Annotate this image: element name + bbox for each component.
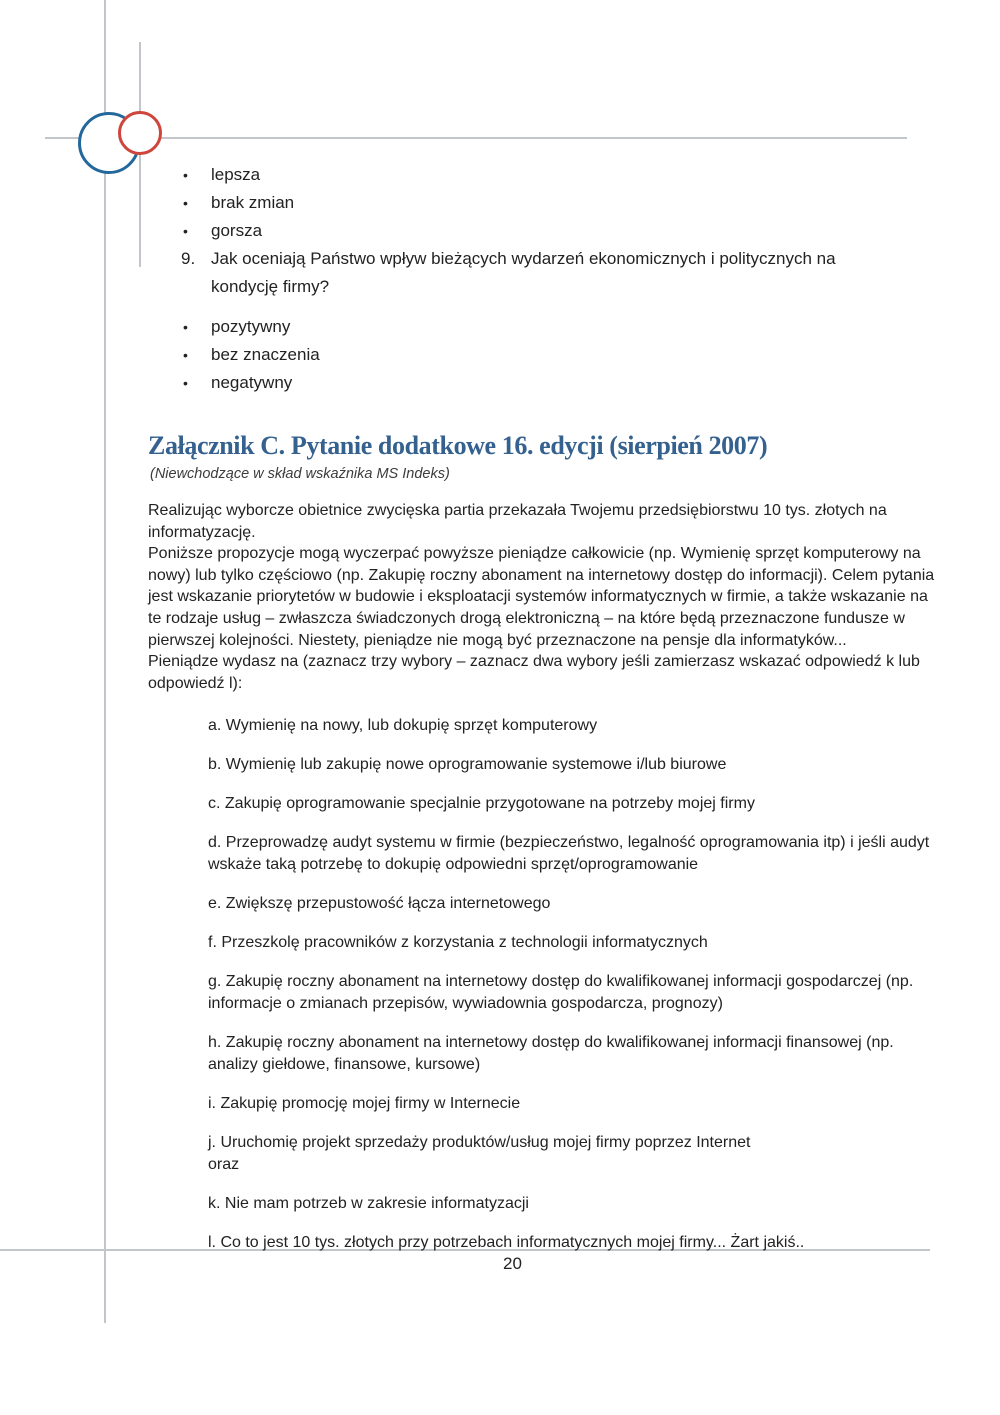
answer-label: brak zmian [211,193,295,212]
red-circle-icon [118,111,162,155]
list-item [183,189,294,217]
option-line: h. Zakupię roczny abonament na internetowy dostęp do kwalifikowanej informacji finansowej (np. [208,1034,894,1051]
answer-label: pozytywny [211,317,291,336]
question-text-line: Jak oceniają Państwo wpływ bieżących wydarzeń ekonomicznych i politycznych na [211,249,836,268]
question-9 [181,245,836,301]
list-item [183,313,320,341]
option-item-f [208,932,929,954]
intro-line: te rodzaje usług – zwłaszcza świadczonych drogą elektroniczną – na które będą przeznaczone fundusze w [148,609,905,627]
intro-line: odpowiedź l): [148,674,243,692]
option-line: wskaże taką potrzebę to dokupię odpowiedni sprzęt/oprogramowanie [208,856,699,873]
option-line: k. Nie mam potrzeb w zakresie informatyzacji [208,1195,529,1212]
vertical-rule-left [104,0,106,1323]
option-line: g. Zakupię roczny abonament na internetowy dostęp do kwalifikowanej informacji gospodarczej (np. [208,973,914,990]
option-line: analizy giełdowe, finansowe, kursowe) [208,1056,481,1073]
section-intro-paragraph [148,500,934,694]
intro-line: nowy) lub tylko częściowo (np. Zakupię roczny abonament na internetowy dostęp do informacji). Celem pytania [148,566,935,584]
intro-line: pierwszej kolejności. Niestety, pieniądze nie mogą być przeznaczone na pensje dla informatyków... [148,631,847,649]
option-line: i. Zakupię promocję mojej firmy w Internecie [208,1095,521,1112]
section-subtitle: (Niewchodzące w skład wskaźnika MS Indeks) [150,466,450,482]
bullet-icon: • [183,223,188,239]
list-item [183,369,320,397]
question-text [211,245,836,301]
option-line: e. Zwiększę przepustowość łącza internetowego [208,895,551,912]
option-line: a. Wymienię na nowy, lub dokupię sprzęt komputerowy [208,717,598,734]
bullet-icon: • [183,167,188,183]
intro-line: Pieniądze wydasz na (zaznacz trzy wybory – zaznacz dwa wybory jeśli zamierzasz wskazać odpowiedź k lub [148,653,920,671]
section-title: Załącznik C. Pytanie dodatkowe 16. edycji (sierpień 2007) [148,431,768,460]
bullet-icon: • [183,347,188,363]
answers-list-question-9 [183,313,320,397]
intro-line: Realizując wyborcze obietnice zwycięska partia przekazała Twojemu przedsiębiorstwu 10 tys. złotych na [148,502,887,519]
option-item-j [208,1132,929,1176]
intro-line: informatyzację. [148,523,256,541]
list-item [183,161,294,189]
option-item-h [208,1032,929,1076]
bullet-icon: • [183,319,188,335]
option-line: j. Uruchomię projekt sprzedaży produktów/usług mojej firmy poprzez Internet [208,1134,751,1151]
answer-label: bez znaczenia [211,345,320,364]
answers-list-previous-question [183,161,294,245]
option-item-c [208,793,929,815]
option-item-d [208,832,929,876]
option-item-b [208,754,929,776]
option-line: informacje o zmianach przepisów, wywiadownia gospodarcza, prognozy) [208,995,723,1012]
option-item-k [208,1193,929,1215]
option-line: f. Przeszkolę pracowników z korzystania z technologii informatycznych [208,934,708,951]
bullet-icon: • [183,195,188,211]
bullet-icon: • [183,375,188,391]
option-item-i [208,1093,929,1115]
answer-label: negatywny [211,373,293,392]
intro-line: jest wskazanie priorytetów w budowie i eksploatacji systemów informatycznych w firmie, a także wskazanie na [148,588,928,606]
option-item-a [208,715,929,737]
intro-line: Poniższe propozycje mogą wyczerpać powyższe pieniądze całkowicie (np. Wymienię sprzęt komputerowy na [148,545,921,563]
option-item-l [208,1232,929,1254]
answer-label: gorsza [211,221,263,240]
question-number: 9. [181,249,196,268]
option-line: b. Wymienię lub zakupię nowe oprogramowanie systemowe i/lub biurowe [208,756,727,773]
answer-label: lepsza [211,165,261,184]
option-item-g [208,971,929,1015]
list-item [183,217,294,245]
question-text-line: kondycję firmy? [211,277,330,296]
option-line: c. Zakupię oprogramowanie specjalnie przygotowane na potrzeby mojej firmy [208,795,755,812]
option-line: d. Przeprowadzę audyt systemu w firmie (bezpieczeństwo, legalność oprogramowania itp) i jeśli audyt [208,834,930,851]
page-number: 20 [503,1254,522,1273]
option-line: oraz [208,1156,240,1173]
option-item-e [208,893,929,915]
list-item [183,341,320,369]
options-list [208,715,929,1271]
horizontal-rule-header [45,137,907,139]
option-line: l. Co to jest 10 tys. złotych przy potrzebach informatycznych mojej firmy... Żart jakiś.. [208,1234,805,1251]
